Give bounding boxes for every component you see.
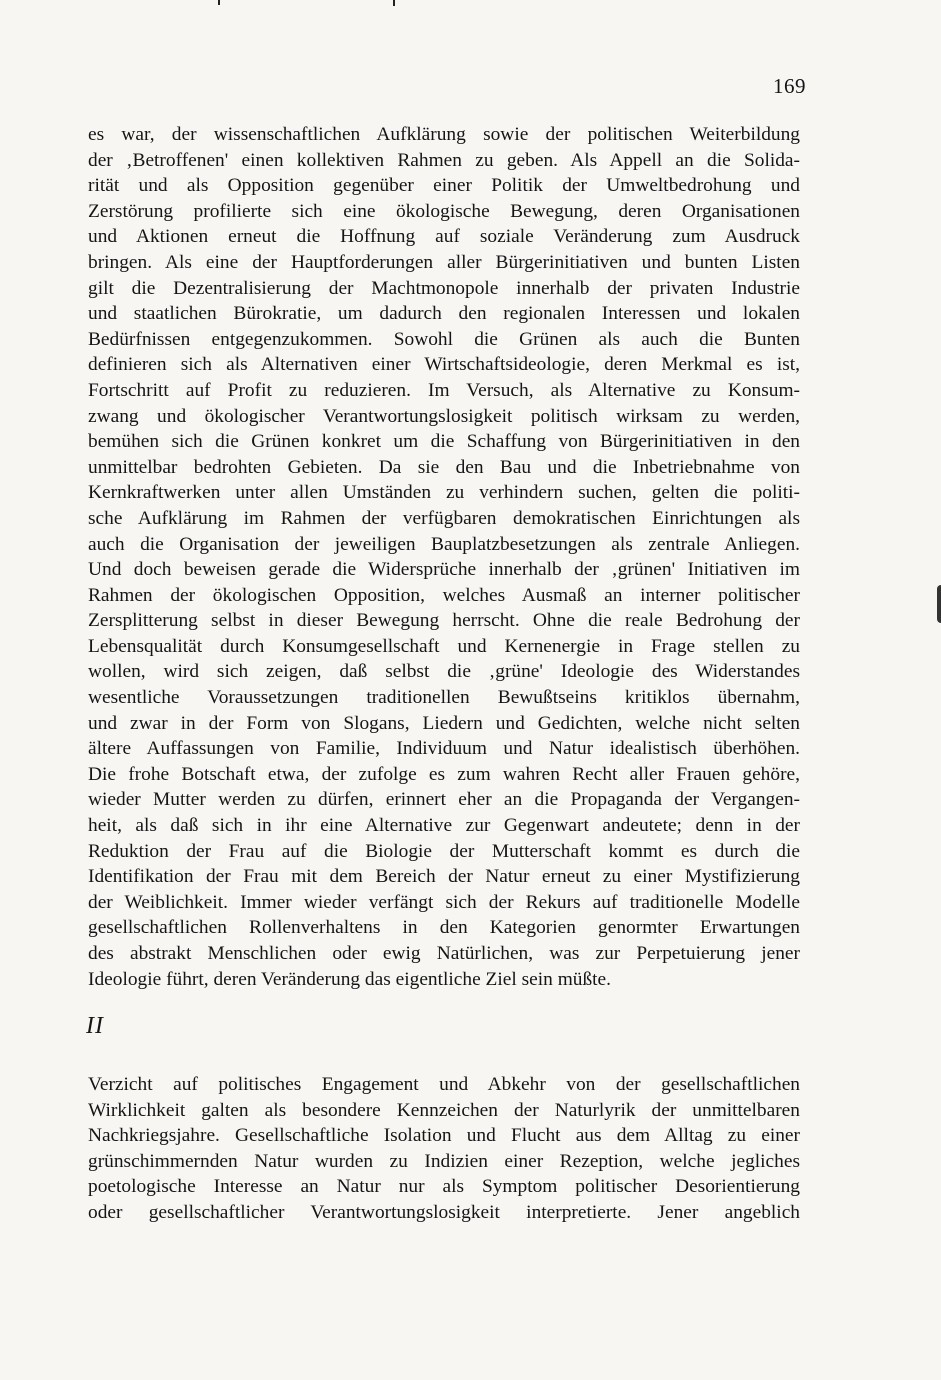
text-line: Nachkriegsjahre. Gesellschaftliche Isolation und Flucht aus dem Alltag zu einer xyxy=(88,1125,800,1147)
text-line: Kernkraftwerken unter allen Umständen zu verhindern suchen, gelten die politi- xyxy=(88,482,800,504)
text-line: Die frohe Botschaft etwa, der zufolge es zum wahren Recht aller Frauen gehöre, xyxy=(88,763,800,785)
text-line: wollen, wird sich zeigen, daß selbst die ‚grüne' Ideologie des Widerstandes xyxy=(88,661,800,683)
text-line: Lebensqualität durch Konsumgesellschaft und Kernenergie in Frage stellen zu xyxy=(88,635,800,657)
text-line: auch die Organisation der jeweiligen Bauplatzbesetzungen als zentrale Anliegen. xyxy=(88,533,800,555)
text-line: und staatlichen Bürokratie, um dadurch den regionalen Interessen und lokalen xyxy=(88,303,800,325)
text-line: heit, als daß sich in ihr eine Alternative zur Gegenwart andeutete; denn in der xyxy=(88,815,800,837)
text-line: grünschimmernden Natur wurden zu Indizien einer Rezeption, welche jegliches xyxy=(88,1150,800,1172)
text-line: zwang und ökologischer Verantwortungslosigkeit politisch wirksam zu werden, xyxy=(88,405,800,427)
text-line: wieder Mutter werden zu dürfen, erinnert eher an die Propaganda der Vergangen- xyxy=(88,789,800,811)
body-paragraph-section-ii xyxy=(88,1072,800,1226)
text-line: Identifikation der Frau mit dem Bereich der Natur erneut zu einer Mystifizierung xyxy=(88,866,800,888)
text-line: und Aktionen erneut die Hoffnung auf soziale Veränderung zum Ausdruck xyxy=(88,226,800,248)
text-line: oder gesellschaftlicher Verantwortungslosigkeit interpretierte. Jener angeblich xyxy=(88,1201,800,1223)
text-line: definieren sich als Alternativen einer Wirtschaftsideologie, deren Merkmal es ist, xyxy=(88,354,800,376)
text-line: sche Aufklärung im Rahmen der verfügbaren demokratischen Einrichtungen als xyxy=(88,507,800,529)
page-number: 169 xyxy=(773,74,806,98)
text-line: Zerstörung profilierte sich eine ökologische Bewegung, deren Organisationen xyxy=(88,200,800,222)
text-line: Zersplitterung selbst in dieser Bewegung herrscht. Ohne die reale Bedrohung der xyxy=(88,610,800,632)
text-line: ältere Auffassungen von Familie, Individuum und Natur idealistisch überhöhen. xyxy=(88,738,800,760)
text-line: Bedürfnissen entgegenzukommen. Sowohl die Grünen als auch die Bunten xyxy=(88,328,800,350)
text-line: der Weiblichkeit. Immer wieder verfängt sich der Rekurs auf traditionelle Modelle xyxy=(88,891,800,913)
text-line: poetologische Interesse an Natur nur als Symptom politischer Desorientierung xyxy=(88,1176,800,1198)
text-line: gilt die Dezentralisierung der Machtmonopole innerhalb der privaten Industrie xyxy=(88,277,800,299)
body-paragraph-continued xyxy=(88,122,800,992)
text-line: wesentliche Voraussetzungen traditionellen Bewußtseins kritiklos übernahm, xyxy=(88,687,800,709)
text-line: Ideologie führt, deren Veränderung das eigentliche Ziel sein müßte. xyxy=(88,968,612,990)
text-line: und zwar in der Form von Slogans, Liedern und Gedichten, welche nicht selten xyxy=(88,712,800,734)
text-line: es war, der wissenschaftlichen Aufklärung sowie der politischen Weiterbildung xyxy=(88,124,800,145)
text-line: unmittelbar bedrohten Gebieten. Da sie den Bau und die Inbetriebnahme von xyxy=(88,456,800,478)
text-line: Fortschritt auf Profit zu reduzieren. Im Versuch, als Alternative zu Konsum- xyxy=(88,379,800,401)
text-line: bringen. Als eine der Hauptforderungen aller Bürgerinitiativen und bunten Listen xyxy=(88,251,800,273)
scan-artifact-mark xyxy=(218,0,220,5)
text-line: Rahmen der ökologischen Opposition, welches Ausmaß an interner politischer xyxy=(88,584,800,606)
scan-artifact-edge xyxy=(937,585,941,623)
text-line: der ‚Betroffenen' einen kollektiven Rahmen zu geben. Als Appell an die Solida- xyxy=(88,149,800,171)
section-heading: II xyxy=(86,1013,104,1039)
text-line: rität und als Opposition gegenüber einer Politik der Umweltbedrohung und xyxy=(88,175,800,197)
text-line: des abstrakt Menschlichen oder ewig Natürlichen, was zur Perpetuierung jener xyxy=(88,943,800,964)
text-line: Wirklichkeit galten als besondere Kennzeichen der Naturlyrik der unmittelbaren xyxy=(88,1099,800,1121)
text-line: Und doch beweisen gerade die Widersprüche innerhalb der ‚grünen' Initiativen im xyxy=(88,559,800,581)
text-line: gesellschaftlichen Rollenverhaltens in den Kategorien genormter Erwartungen xyxy=(88,917,800,939)
text-line: bemühen sich die Grünen konkret um die Schaffung von Bürgerinitiativen in den xyxy=(88,431,800,453)
scan-artifact-mark xyxy=(393,0,395,6)
text-line: Reduktion der Frau auf die Biologie der Mutterschaft kommt es durch die xyxy=(88,840,800,862)
text-line: Verzicht auf politisches Engagement und Abkehr von der gesellschaftlichen xyxy=(88,1074,800,1095)
